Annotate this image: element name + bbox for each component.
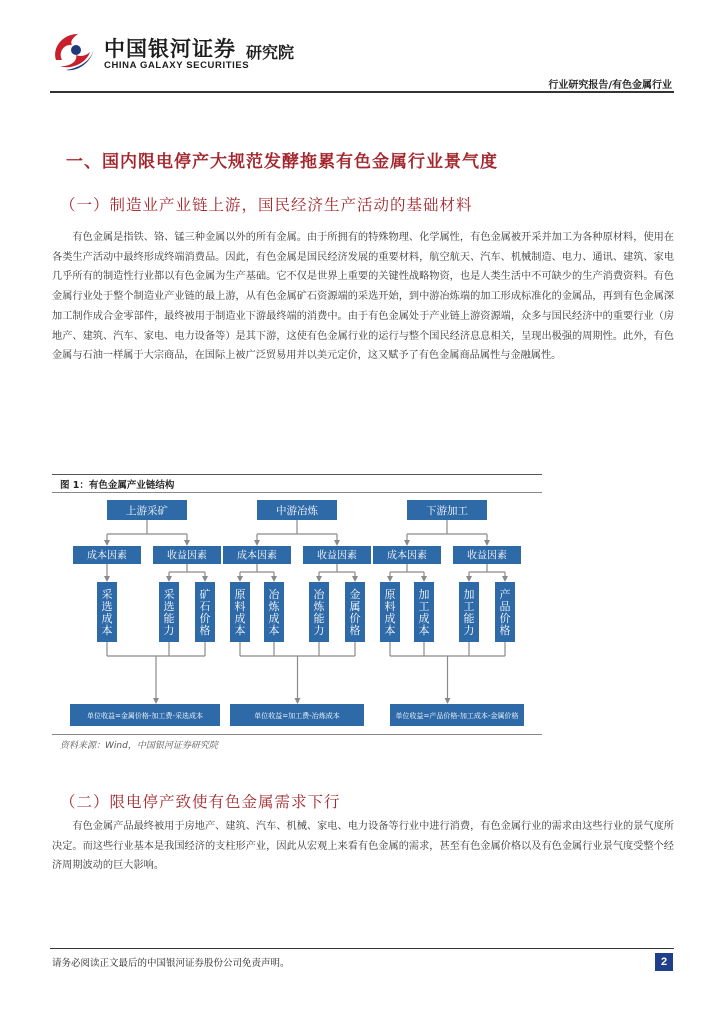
paragraph-1: 有色金属是指铁、铬、锰三种金属以外的所有金属。由于所拥有的特殊物理、化学属性，有色金属被开采并加工为各种原材料，使用在各类生产活动中最终形成终端消费品。因此，有色金属是国民经济发展的重要材料，航空航天、汽车、机械制造、电力、通讯、建筑、家电几乎所有的制造性行业都以有色金属为生产基础。它不仅是世界上重要的关键性战略物资，也是人类生活中不可缺少的生产消费资料。有色金属行业处于整个制造业产业链的最上游，从有色金属矿石资源端的采选开始，到中游冶炼端的加工形成标准化的金属品，再到有色金属深加工制作成合金零部件，最终被用于制造业下游最终端的消费中。由于有色金属处于产业链上游资源端，众多与国民经济中的重要行业（房地产、建筑、汽车、家电、电力设备等）是其下游，这使有色金属行业的运行与整个国民经济息息相关，呈现出极强的周期性。此外，有色金属与石油一样属于大宗商品，在国际上被广泛贸易用并以美元定价，这又赋予了有色金属商品属性与金融属性。 — [52, 232, 674, 362]
industry-chain-diagram — [52, 494, 542, 732]
formula-text: 单位收益=金属价格-加工费-采选成本 — [87, 712, 203, 720]
arrow-head — [484, 540, 490, 546]
arrow-head — [404, 540, 410, 546]
factor-item-box-text: 原料成本 — [234, 588, 246, 637]
arrow-head — [387, 576, 393, 582]
arrow-head — [316, 576, 322, 582]
factor-item-box-text: 加工成本 — [418, 588, 430, 637]
revenue-factor-box-text: 收益因素 — [467, 550, 507, 562]
arrow-head — [502, 576, 508, 582]
arrow-head — [237, 576, 243, 582]
factor-item-box-text: 采选能力 — [163, 588, 175, 637]
revenue-factor-box-text: 收益因素 — [317, 550, 357, 562]
company-name-cn: 中国银河证券 — [104, 37, 236, 61]
arrow-head — [202, 576, 208, 582]
company-name-en: CHINA GALAXY SECURITIES — [104, 60, 250, 71]
arrow-head — [153, 698, 159, 704]
institute-label: 研究院 — [246, 43, 295, 62]
revenue-factor-box-text: 收益因素 — [167, 550, 207, 562]
cost-factor-box-text: 成本因素 — [387, 550, 427, 562]
stage-box-text: 下游加工 — [426, 504, 468, 517]
report-type: 行业研究报告/有色金属行业 — [548, 80, 672, 91]
header-divider — [50, 91, 674, 93]
section-title: 一、国内限电停产大规范发酵拖累有色金属行业景气度 — [66, 152, 498, 172]
subsection-title-2: （二）限电停产致使有色金属需求下行 — [60, 793, 341, 811]
factor-item-box-text: 产品价格 — [499, 588, 511, 637]
cost-factor-box-text: 成本因素 — [237, 550, 277, 562]
arrow-head — [104, 540, 110, 546]
figure-source: 资料来源：Wind，中国银河证券研究院 — [60, 741, 218, 751]
paragraph-2: 有色金属产品最终被用于房地产、建筑、汽车、机械、家电、电力设备等行业中进行消费，有色金属行业的需求由这些行业的景气度所决定。而这些行业基本是我国经济的支柱形产业，因此从宏观上来看有色金属的需求，甚至有色金属价格以及有色金属行业景气度受整个经济周期波动的巨大影响。 — [52, 821, 674, 872]
factor-item-box-text: 矿石价格 — [199, 588, 211, 637]
arrow-head — [271, 576, 277, 582]
figure-bottom-rule — [52, 734, 542, 735]
stage-box-text: 中游冶炼 — [276, 504, 318, 517]
factor-item-box-text: 原料成本 — [384, 588, 396, 637]
arrow-head — [466, 576, 472, 582]
footer-divider — [50, 948, 674, 949]
factor-item-box-text: 金属价格 — [349, 588, 361, 637]
arrow-head — [184, 540, 190, 546]
arrow-head — [421, 576, 427, 582]
figure-title-rule — [52, 492, 542, 493]
disclaimer-text: 请务必阅读正文最后的中国银河证券股份公司免责声明。 — [52, 958, 290, 969]
arrow-head — [104, 576, 110, 582]
factor-item-box-text: 采选成本 — [101, 588, 113, 637]
galaxy-logo-icon — [50, 30, 96, 72]
arrow-head — [254, 540, 260, 546]
figure-top-rule — [52, 474, 542, 475]
arrow-head — [334, 540, 340, 546]
arrow-head — [295, 698, 301, 704]
arrow-head — [352, 576, 358, 582]
figure-title: 图 1：有色金属产业链结构 — [60, 480, 175, 491]
stage-box-text: 上游采矿 — [126, 504, 168, 517]
page-number: 2 — [655, 953, 673, 971]
arrow-head — [166, 576, 172, 582]
factor-item-box-text: 冶炼成本 — [268, 588, 280, 637]
cost-factor-box-text: 成本因素 — [87, 550, 127, 562]
formula-text: 单位收益=产品价格-加工成本-金属价格 — [395, 712, 519, 720]
subsection-title-1: （一）制造业产业链上游，国民经济生产活动的基础材料 — [60, 196, 473, 214]
factor-item-box-text: 冶炼能力 — [313, 588, 325, 637]
factor-item-box-text: 加工能力 — [463, 588, 475, 637]
arrow-head — [445, 698, 451, 704]
formula-text: 单位收益=加工费-冶炼成本 — [254, 712, 340, 720]
